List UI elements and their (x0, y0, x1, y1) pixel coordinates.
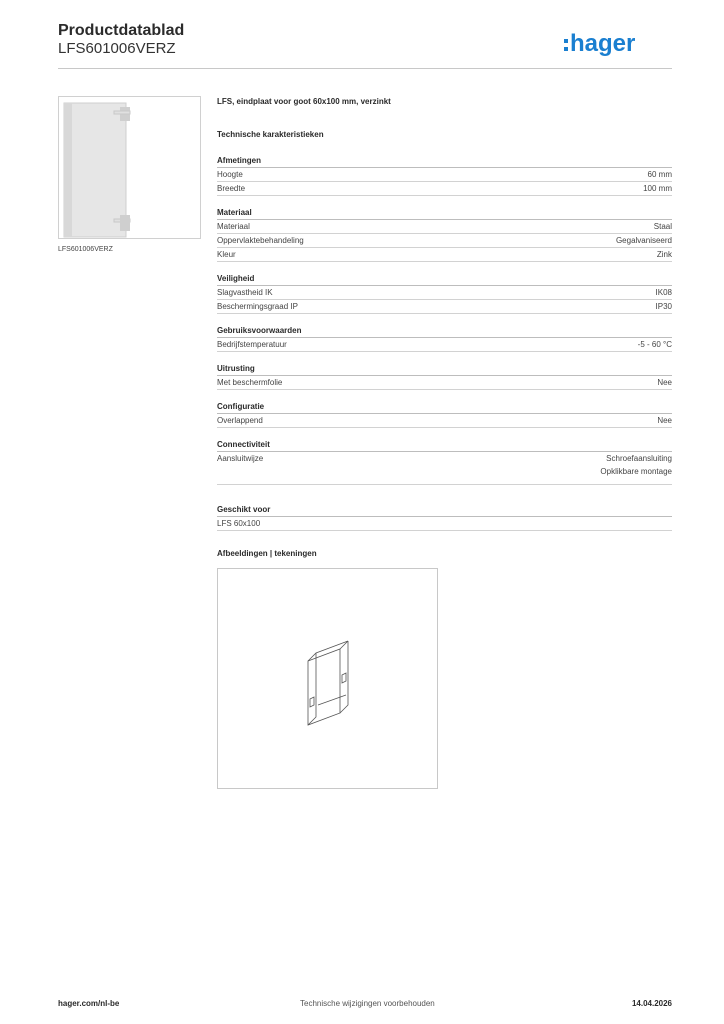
section-title: Materiaal (217, 206, 672, 220)
product-drawing (217, 568, 438, 789)
drawings-heading: Afbeeldingen | tekeningen (217, 549, 317, 558)
spec-label: Oppervlaktebehandeling (217, 236, 304, 245)
spec-section (217, 154, 672, 196)
section-title: Gebruiksvoorwaarden (217, 324, 672, 338)
technical-characteristics-heading: Technische karakteristieken (217, 130, 324, 139)
spec-value: Gegalvaniseerd (615, 236, 672, 245)
footer-notice: Technische wijzigingen voorbehouden (300, 999, 435, 1008)
spec-label: Breedte (217, 184, 246, 193)
section-title: Afmetingen (217, 154, 672, 168)
spec-section (217, 400, 672, 428)
spec-row (217, 248, 672, 262)
spec-row (217, 168, 672, 182)
section-title: Geschikt voor (217, 503, 672, 517)
product-thumbnail (58, 96, 201, 239)
spec-label: Kleur (217, 250, 236, 259)
suitable-for-section (217, 503, 672, 531)
spec-value: IK08 (655, 288, 672, 297)
section-title: Configuratie (217, 400, 672, 414)
spec-section (217, 362, 672, 390)
product-details (217, 97, 672, 789)
spec-row (217, 234, 672, 248)
hager-logo (562, 28, 672, 58)
spec-value: Staal (653, 222, 672, 231)
spec-value: Nee (657, 416, 672, 425)
page-title: Productdatablad (58, 22, 185, 39)
spec-section (217, 324, 672, 352)
spec-label: Slagvastheid IK (217, 288, 273, 297)
spec-row (217, 338, 672, 352)
spec-label: Overlappend (217, 416, 263, 425)
line-drawing (218, 569, 437, 788)
spec-label: Materiaal (217, 222, 250, 231)
spec-row (217, 220, 672, 234)
spec-label: LFS 60x100 (217, 519, 261, 528)
spec-label: Met beschermfolie (217, 378, 283, 387)
spec-row (217, 376, 672, 390)
section-title: Connectiviteit (217, 438, 672, 452)
spec-row (217, 517, 672, 531)
spec-row (217, 414, 672, 428)
spec-value: 60 mm (647, 170, 672, 179)
header-divider (58, 68, 672, 69)
footer-date: 14.04.2026 (631, 999, 672, 1008)
logo-text: hager (570, 30, 636, 57)
section-title: Uitrusting (217, 362, 672, 376)
spec-row (217, 300, 672, 314)
spec-value: -5 - 60 °C (637, 340, 672, 349)
spec-value: IP30 (655, 302, 672, 311)
section-title: Veiligheid (217, 272, 672, 286)
spec-value: 100 mm (643, 184, 672, 193)
spec-value: Schroefaansluiting Opklikbare montage (600, 454, 672, 476)
spec-label: Hoogte (217, 170, 243, 179)
spec-sections (217, 154, 672, 485)
spec-label: Aansluitwijze (217, 454, 264, 463)
spec-value: Zink (656, 250, 672, 259)
spec-label: Beschermingsgraad IP (217, 302, 298, 311)
product-code: LFS601006VERZ (58, 40, 176, 57)
spec-row (217, 452, 672, 485)
spec-section (217, 206, 672, 262)
spec-section (217, 272, 672, 314)
thumbnail-caption: LFS601006VERZ (58, 246, 113, 253)
spec-row (217, 182, 672, 196)
spec-row (217, 286, 672, 300)
footer-website: hager.com/nl-be (58, 999, 120, 1008)
spec-value: Nee (657, 378, 672, 387)
product-description: LFS, eindplaat voor goot 60x100 mm, verzinkt (217, 97, 391, 106)
spec-label: Bedrijfstemperatuur (217, 340, 287, 349)
spec-section (217, 438, 672, 485)
